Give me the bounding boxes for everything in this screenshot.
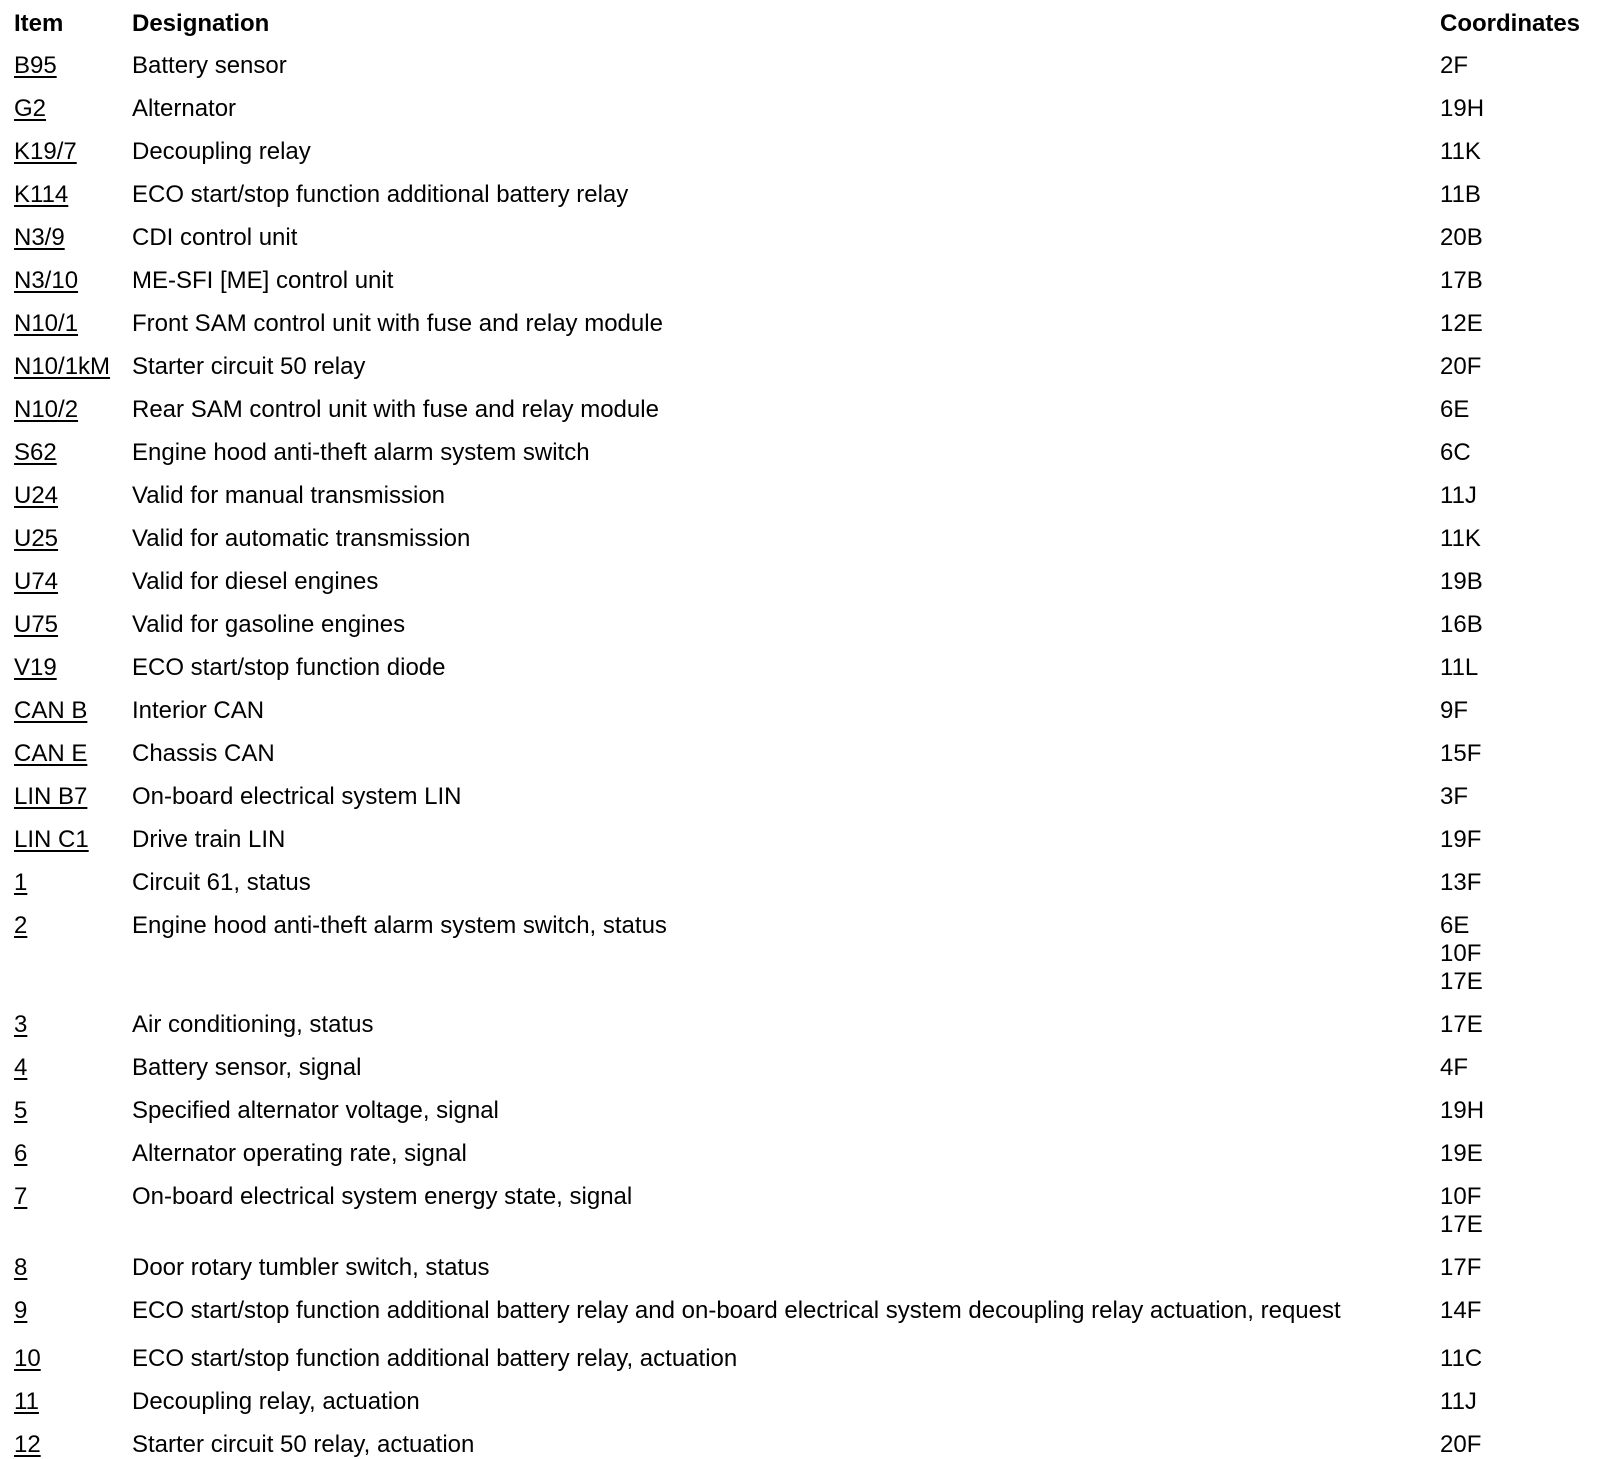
designation-text: Engine hood anti-theft alarm system switch, status (132, 912, 667, 939)
coordinates-cell (1440, 826, 1481, 854)
coordinates-cell (1440, 1345, 1482, 1373)
coordinates-cell (1440, 482, 1477, 510)
coordinates-cell (1440, 783, 1468, 811)
header-coordinates: Coordinates (1440, 10, 1581, 37)
coordinate-value: 13F (1440, 869, 1482, 896)
item-link[interactable]: N3/9 (14, 224, 65, 251)
designation-text: Starter circuit 50 relay (132, 353, 366, 380)
coordinate-value: 19H (1440, 95, 1485, 122)
coordinate-value: 17F (1440, 1254, 1482, 1281)
item-link[interactable]: 3 (14, 1011, 28, 1038)
designation-text: ECO start/stop function additional battery relay (132, 181, 629, 208)
item-link[interactable]: 6 (14, 1140, 28, 1167)
designation-text: Decoupling relay, actuation (132, 1388, 420, 1415)
designation-text: Chassis CAN (132, 740, 275, 767)
coordinate-value: 16B (1440, 611, 1483, 638)
item-link[interactable]: 4 (14, 1054, 28, 1081)
coordinate-value: 2F (1440, 52, 1469, 79)
item-link[interactable]: 2 (14, 912, 28, 939)
coordinates-cell (1440, 1097, 1484, 1125)
designation-text: Alternator (132, 95, 237, 122)
coordinate-value: 11K (1440, 525, 1481, 552)
designation-text: Valid for automatic transmission (132, 525, 471, 552)
coordinates-cell (1440, 396, 1469, 424)
designation-text: Starter circuit 50 relay, actuation (132, 1431, 475, 1458)
coordinate-value: 11J (1440, 482, 1477, 509)
coordinates-cell (1440, 439, 1471, 467)
designation-text: Air conditioning, status (132, 1011, 374, 1038)
coordinates-cell (1440, 138, 1481, 166)
designation-text: On-board electrical system energy state, signal (132, 1183, 633, 1210)
item-link[interactable]: U25 (14, 525, 59, 552)
coordinate-value: 20B (1440, 224, 1483, 251)
designation-text: Valid for gasoline engines (132, 611, 406, 638)
coordinate-value: 19B (1440, 568, 1483, 595)
designation-text: On-board electrical system LIN (132, 783, 462, 810)
coordinates-cell (1440, 224, 1483, 252)
designation-text: Drive train LIN (132, 826, 286, 853)
designation-text: ECO start/stop function additional battery relay and on-board electrical system decoupling relay actuation, request (132, 1297, 1341, 1324)
coordinate-value: 6C (1440, 439, 1471, 466)
item-link[interactable]: G2 (14, 95, 47, 122)
coordinate-value: 11J (1440, 1388, 1477, 1415)
coordinate-value: 10F (1440, 1183, 1482, 1210)
coordinate-value: 20F (1440, 353, 1482, 380)
designation-text: Rear SAM control unit with fuse and relay module (132, 396, 659, 423)
coordinates-cell (1440, 310, 1483, 338)
coordinate-value: 19F (1440, 826, 1482, 853)
coordinate-value: 19E (1440, 1140, 1483, 1167)
coordinate-value: 6E (1440, 396, 1470, 423)
coordinate-value: 11L (1440, 654, 1479, 681)
coordinates-cell (1440, 568, 1483, 596)
designation-text: ME-SFI [ME] control unit (132, 267, 394, 294)
table-header (0, 0, 1600, 48)
coordinates-cell (1440, 525, 1481, 553)
coordinates-cell (1440, 267, 1483, 295)
coordinates-cell (1440, 912, 1483, 996)
coordinate-value: 11B (1440, 181, 1481, 208)
coordinate-value: 4F (1440, 1054, 1469, 1081)
coordinates-cell (1440, 1011, 1483, 1039)
coordinate-value: 20F (1440, 1431, 1482, 1458)
item-link[interactable]: S62 (14, 439, 57, 466)
item-link[interactable]: 9 (14, 1297, 28, 1324)
coordinate-value: 10F (1440, 940, 1482, 967)
designation-text: ECO start/stop function additional battery relay, actuation (132, 1345, 738, 1372)
coordinate-value: 17E (1440, 1011, 1483, 1038)
coordinate-value: 15F (1440, 740, 1482, 767)
coordinates-cell (1440, 1388, 1477, 1416)
header-item: Item (14, 10, 64, 37)
item-link[interactable]: N3/10 (14, 267, 79, 294)
item-link[interactable]: U75 (14, 611, 59, 638)
item-link[interactable]: 8 (14, 1254, 28, 1281)
designation-text: Battery sensor, signal (132, 1054, 362, 1081)
coordinates-cell (1440, 95, 1484, 123)
item-link[interactable]: 7 (14, 1183, 28, 1210)
coordinates-cell (1440, 52, 1468, 80)
coordinates-cell (1440, 1297, 1481, 1325)
coordinate-value: 17E (1440, 968, 1483, 995)
coordinates-cell (1440, 1431, 1481, 1459)
header-designation: Designation (132, 10, 270, 37)
item-link[interactable]: B95 (14, 52, 57, 79)
designation-text: Door rotary tumbler switch, status (132, 1254, 490, 1281)
item-link[interactable]: CAN B (14, 697, 88, 724)
item-link[interactable]: K19/7 (14, 138, 77, 165)
item-link[interactable]: 11 (14, 1388, 39, 1415)
coordinate-value: 17E (1440, 1211, 1483, 1238)
coordinates-cell (1440, 654, 1478, 682)
coordinates-cell (1440, 697, 1468, 725)
item-link[interactable]: U24 (14, 482, 59, 509)
item-link[interactable]: N10/1 (14, 310, 79, 337)
coordinate-value: 17B (1440, 267, 1483, 294)
item-link[interactable]: LIN B7 (14, 783, 88, 810)
coordinate-value: 14F (1440, 1297, 1482, 1324)
coordinates-cell (1440, 869, 1481, 897)
coordinates-cell (1440, 181, 1481, 209)
coordinates-cell (1440, 1054, 1468, 1082)
coordinate-value: 12E (1440, 310, 1483, 337)
coordinate-value: 6E (1440, 912, 1470, 939)
designation-text: Front SAM control unit with fuse and relay module (132, 310, 663, 337)
coordinates-cell (1440, 740, 1481, 768)
item-link[interactable]: 1 (14, 869, 28, 896)
item-link[interactable]: K114 (14, 181, 69, 208)
designation-text: Valid for manual transmission (132, 482, 446, 509)
designation-text: CDI control unit (132, 224, 298, 251)
designation-text: Valid for diesel engines (132, 568, 379, 595)
item-link[interactable]: 10 (14, 1345, 41, 1372)
designation-text: Engine hood anti-theft alarm system switch (132, 439, 590, 466)
coordinates-cell (1440, 1183, 1483, 1239)
coordinate-value: 19H (1440, 1097, 1485, 1124)
item-link[interactable]: N10/2 (14, 396, 79, 423)
coordinates-cell (1440, 1140, 1483, 1168)
designation-text: Decoupling relay (132, 138, 311, 165)
coordinate-value: 9F (1440, 697, 1469, 724)
designation-text: Battery sensor (132, 52, 287, 79)
coordinate-value: 11C (1440, 1345, 1483, 1372)
item-link[interactable]: 12 (14, 1431, 41, 1458)
coordinates-cell (1440, 1254, 1481, 1282)
coordinate-value: 3F (1440, 783, 1469, 810)
designation-text: Specified alternator voltage, signal (132, 1097, 499, 1124)
coordinates-cell (1440, 611, 1483, 639)
item-link[interactable]: LIN C1 (14, 826, 89, 853)
coordinate-value: 11K (1440, 138, 1481, 165)
designation-text: ECO start/stop function diode (132, 654, 446, 681)
designation-text: Interior CAN (132, 697, 265, 724)
coordinates-cell (1440, 353, 1481, 381)
item-link[interactable]: N10/1kM (14, 353, 111, 380)
item-link[interactable]: CAN E (14, 740, 88, 767)
designation-text: Circuit 61, status (132, 869, 311, 896)
item-link[interactable]: 5 (14, 1097, 28, 1124)
item-link[interactable]: U74 (14, 568, 59, 595)
item-link[interactable]: V19 (14, 654, 57, 681)
designation-text: Alternator operating rate, signal (132, 1140, 467, 1167)
